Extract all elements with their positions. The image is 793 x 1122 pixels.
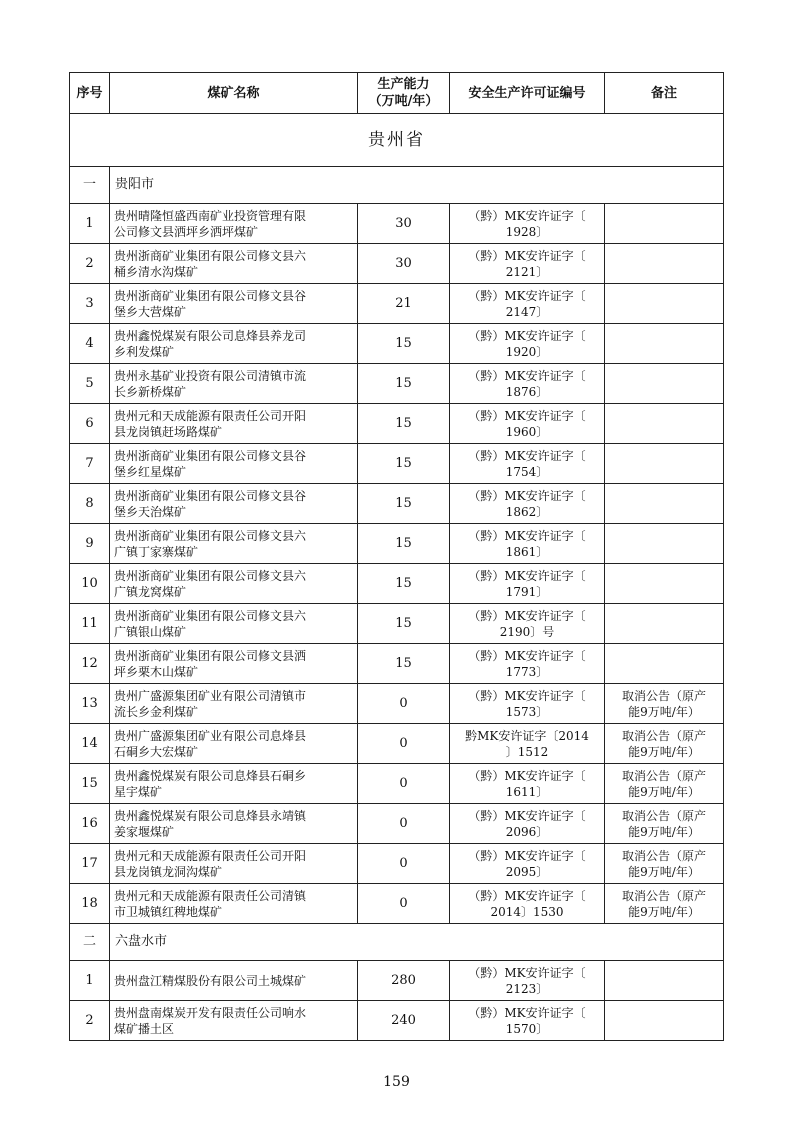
- row-number: 10: [70, 564, 110, 604]
- mine-name-line: 长乡新桥煤矿: [114, 384, 187, 399]
- section-number: 一: [70, 167, 110, 204]
- capacity-value: 0: [358, 724, 450, 764]
- table-row: [70, 484, 724, 524]
- license-line: （黔）MK安许证字〔: [468, 528, 586, 543]
- mine-name: [110, 324, 358, 364]
- mine-name-line: 县龙岗镇赶场路煤矿: [114, 424, 223, 439]
- mine-name-line: 贵州元和天成能源有限责任公司开阳: [114, 408, 307, 423]
- license-line: （黔）MK安许证字〔: [468, 688, 586, 703]
- mine-name-line: 广镇龙窝煤矿: [114, 584, 187, 599]
- row-number: 12: [70, 644, 110, 684]
- row-number: 1: [70, 961, 110, 1001]
- capacity-value: 21: [358, 284, 450, 324]
- license-line: （黔）MK安许证字〔: [468, 608, 586, 623]
- license-line: （黔）MK安许证字〔: [468, 768, 586, 783]
- header-capacity-line1: 生产能力: [377, 77, 430, 92]
- table-row: [70, 204, 724, 244]
- license-line: （黔）MK安许证字〔: [468, 965, 586, 980]
- mine-name: [110, 764, 358, 804]
- section-city: 六盘水市: [110, 924, 724, 961]
- license-line: 1773〕: [505, 664, 549, 679]
- license-line: 1791〕: [505, 584, 549, 599]
- license-number: [450, 1001, 605, 1041]
- license-number: [450, 644, 605, 684]
- license-line: （黔）MK安许证字〔: [468, 648, 586, 663]
- mine-name: [110, 364, 358, 404]
- license-line: 1611〕: [505, 784, 549, 799]
- remark-line: 取消公告（原产: [621, 848, 706, 863]
- remark: [605, 204, 724, 244]
- license-line: 黔MK安许证字〔2014: [465, 728, 589, 743]
- mine-name-line: 堡乡大营煤矿: [114, 304, 187, 319]
- capacity-value: 30: [358, 244, 450, 284]
- mine-name-line: 贵州广盛源集团矿业有限公司清镇市: [114, 688, 307, 703]
- mine-name: [110, 484, 358, 524]
- remark: [605, 444, 724, 484]
- mine-name: [110, 1001, 358, 1041]
- row-number: 15: [70, 764, 110, 804]
- license-line: 1960〕: [505, 424, 549, 439]
- row-number: 11: [70, 604, 110, 644]
- license-line: 1861〕: [505, 544, 549, 559]
- license-line: （黔）MK安许证字〔: [468, 248, 586, 263]
- table-row: [70, 684, 724, 724]
- mine-name-line: 贵州永基矿业投资有限公司清镇市流: [114, 368, 307, 383]
- mine-name-line: 贵州浙商矿业集团有限公司修文县洒: [114, 648, 307, 663]
- license-line: （黔）MK安许证字〔: [468, 568, 586, 583]
- license-line: 1876〕: [505, 384, 549, 399]
- city-section-row: [70, 167, 724, 204]
- mine-name: [110, 564, 358, 604]
- mine-name-line: 流长乡金利煤矿: [114, 704, 199, 719]
- mine-name-line: 公司修文县洒坪乡洒坪煤矿: [114, 224, 259, 239]
- license-number: [450, 844, 605, 884]
- capacity-value: 15: [358, 524, 450, 564]
- mine-name-line: 贵州浙商矿业集团有限公司修文县六: [114, 568, 307, 583]
- mine-name: [110, 524, 358, 564]
- mine-name-line: 贵州盘南煤炭开发有限责任公司响水: [114, 1005, 307, 1020]
- mine-name-line: 姜家堰煤矿: [114, 824, 175, 839]
- row-number: 17: [70, 844, 110, 884]
- mine-name: [110, 644, 358, 684]
- license-number: [450, 324, 605, 364]
- table-row: [70, 244, 724, 284]
- mine-name-line: 广镇银山煤矿: [114, 624, 187, 639]
- table-row: [70, 961, 724, 1001]
- remark-line: 能9万吨/年）: [628, 904, 700, 919]
- section-city: 贵阳市: [110, 167, 724, 204]
- license-line: （黔）MK安许证字〔: [468, 208, 586, 223]
- row-number: 14: [70, 724, 110, 764]
- table-row: [70, 844, 724, 884]
- license-line: （黔）MK安许证字〔: [468, 1005, 586, 1020]
- license-number: [450, 364, 605, 404]
- capacity-value: 15: [358, 404, 450, 444]
- license-number: [450, 204, 605, 244]
- mine-name-line: 贵州元和天成能源有限责任公司清镇: [114, 888, 307, 903]
- license-line: （黔）MK安许证字〔: [468, 888, 586, 903]
- license-line: （黔）MK安许证字〔: [468, 808, 586, 823]
- mine-name-line: 堡乡天治煤矿: [114, 504, 187, 519]
- table-header-row: [70, 73, 724, 114]
- row-number: 13: [70, 684, 110, 724]
- license-number: [450, 564, 605, 604]
- remark-line: 能9万吨/年）: [628, 864, 700, 879]
- row-number: 18: [70, 884, 110, 924]
- license-line: 1573〕: [505, 704, 549, 719]
- license-number: [450, 764, 605, 804]
- license-line: （黔）MK安许证字〔: [468, 368, 586, 383]
- table-row: [70, 364, 724, 404]
- table-row: [70, 764, 724, 804]
- license-line: 2147〕: [505, 304, 549, 319]
- mine-name-line: 贵州鑫悦煤炭有限公司息烽县石硐乡: [114, 768, 307, 783]
- mine-name-line: 贵州浙商矿业集团有限公司修文县六: [114, 248, 307, 263]
- license-line: 〕1512: [505, 744, 549, 759]
- table-row: [70, 804, 724, 844]
- license-line: 1754〕: [505, 464, 549, 479]
- license-line: 2121〕: [505, 264, 549, 279]
- capacity-value: 0: [358, 844, 450, 884]
- remark: [605, 804, 724, 844]
- license-line: 2123〕: [505, 981, 549, 996]
- license-line: 1928〕: [505, 224, 549, 239]
- remark-line: 能9万吨/年）: [628, 704, 700, 719]
- mine-name: [110, 284, 358, 324]
- table-row: [70, 524, 724, 564]
- mine-name-line: 石硐乡大宏煤矿: [114, 744, 199, 759]
- remark-line: 取消公告（原产: [621, 768, 706, 783]
- row-number: 4: [70, 324, 110, 364]
- capacity-value: 15: [358, 444, 450, 484]
- header-license: 安全生产许可证编号: [450, 73, 605, 114]
- remark-line: 能9万吨/年）: [628, 824, 700, 839]
- header-note: 备注: [605, 73, 724, 114]
- capacity-value: 240: [358, 1001, 450, 1041]
- row-number: 8: [70, 484, 110, 524]
- license-number: [450, 244, 605, 284]
- capacity-value: 0: [358, 684, 450, 724]
- mine-name: [110, 884, 358, 924]
- mine-name: [110, 804, 358, 844]
- remark: [605, 684, 724, 724]
- row-number: 9: [70, 524, 110, 564]
- capacity-value: 0: [358, 884, 450, 924]
- license-line: （黔）MK安许证字〔: [468, 488, 586, 503]
- mine-name: [110, 724, 358, 764]
- header-capacity: [358, 73, 450, 114]
- remark: [605, 244, 724, 284]
- row-number: 3: [70, 284, 110, 324]
- license-number: [450, 524, 605, 564]
- mine-name: [110, 444, 358, 484]
- section-number: 二: [70, 924, 110, 961]
- mine-name-line: 广镇丁家寨煤矿: [114, 544, 199, 559]
- remark: [605, 404, 724, 444]
- province-title: 贵州省: [70, 114, 724, 167]
- license-number: [450, 484, 605, 524]
- row-number: 2: [70, 244, 110, 284]
- mine-name-line: 贵州浙商矿业集团有限公司修文县谷: [114, 288, 307, 303]
- license-line: （黔）MK安许证字〔: [468, 288, 586, 303]
- remark: [605, 564, 724, 604]
- capacity-value: 15: [358, 604, 450, 644]
- license-number: [450, 444, 605, 484]
- remark-line: 取消公告（原产: [621, 688, 706, 703]
- mine-name-line: 桶乡清水沟煤矿: [114, 264, 199, 279]
- page-number: 159: [383, 1074, 410, 1090]
- mine-name-line: 贵州晴隆恒盛西南矿业投资管理有限: [114, 208, 307, 223]
- header-capacity-line2: （万吨/年）: [368, 94, 439, 109]
- province-row: [70, 114, 724, 167]
- license-line: （黔）MK安许证字〔: [468, 328, 586, 343]
- remark: [605, 364, 724, 404]
- capacity-value: 15: [358, 644, 450, 684]
- remark: [605, 844, 724, 884]
- mine-name: [110, 844, 358, 884]
- row-number: 16: [70, 804, 110, 844]
- header-name: 煤矿名称: [110, 73, 358, 114]
- table-row: [70, 724, 724, 764]
- remark: [605, 604, 724, 644]
- mine-name-line: 煤矿播土区: [114, 1021, 175, 1036]
- row-number: 1: [70, 204, 110, 244]
- license-line: （黔）MK安许证字〔: [468, 408, 586, 423]
- license-line: （黔）MK安许证字〔: [468, 848, 586, 863]
- mine-name-line: 贵州盘江精煤股份有限公司土城煤矿: [114, 973, 307, 988]
- remark: [605, 524, 724, 564]
- header-no: 序号: [70, 73, 110, 114]
- remark: [605, 961, 724, 1001]
- table-row: [70, 444, 724, 484]
- remark-line: 取消公告（原产: [621, 888, 706, 903]
- table-row: [70, 564, 724, 604]
- license-line: 2095〕: [505, 864, 549, 879]
- remark-line: 取消公告（原产: [621, 808, 706, 823]
- license-number: [450, 804, 605, 844]
- license-line: （黔）MK安许证字〔: [468, 448, 586, 463]
- mine-name: [110, 604, 358, 644]
- mine-name: [110, 404, 358, 444]
- coal-mine-table: [69, 72, 724, 1041]
- license-number: [450, 724, 605, 764]
- capacity-value: 15: [358, 364, 450, 404]
- remark: [605, 284, 724, 324]
- capacity-value: 15: [358, 484, 450, 524]
- license-line: 1920〕: [505, 344, 549, 359]
- capacity-value: 30: [358, 204, 450, 244]
- mine-name-line: 星宇煤矿: [114, 784, 163, 799]
- capacity-value: 15: [358, 324, 450, 364]
- license-number: [450, 961, 605, 1001]
- table-row: [70, 644, 724, 684]
- mine-name-line: 市卫城镇红稗地煤矿: [114, 904, 223, 919]
- license-line: 2190〕号: [499, 624, 555, 639]
- table-body: [70, 114, 724, 1041]
- mine-name: [110, 684, 358, 724]
- license-number: [450, 404, 605, 444]
- mine-name-line: 贵州浙商矿业集团有限公司修文县六: [114, 608, 307, 623]
- remark-line: 能9万吨/年）: [628, 744, 700, 759]
- remark: [605, 724, 724, 764]
- mine-name: [110, 244, 358, 284]
- remark: [605, 884, 724, 924]
- capacity-value: 0: [358, 804, 450, 844]
- license-line: 2014〕1530: [490, 904, 564, 919]
- remark-line: 取消公告（原产: [621, 728, 706, 743]
- mine-name-line: 贵州广盛源集团矿业有限公司息烽县: [114, 728, 307, 743]
- remark: [605, 1001, 724, 1041]
- mine-name-line: 坪乡栗木山煤矿: [114, 664, 199, 679]
- remark: [605, 644, 724, 684]
- license-line: 1862〕: [505, 504, 549, 519]
- license-number: [450, 884, 605, 924]
- mine-name-line: 贵州浙商矿业集团有限公司修文县六: [114, 528, 307, 543]
- table-row: [70, 404, 724, 444]
- mine-name-line: 县龙岗镇龙洞沟煤矿: [114, 864, 223, 879]
- capacity-value: 0: [358, 764, 450, 804]
- table-row: [70, 884, 724, 924]
- mine-name-line: 贵州浙商矿业集团有限公司修文县谷: [114, 488, 307, 503]
- city-section-row: [70, 924, 724, 961]
- mine-name: [110, 204, 358, 244]
- mine-name-line: 乡利发煤矿: [114, 344, 175, 359]
- row-number: 7: [70, 444, 110, 484]
- row-number: 6: [70, 404, 110, 444]
- remark: [605, 764, 724, 804]
- license-number: [450, 684, 605, 724]
- remark-line: 能9万吨/年）: [628, 784, 700, 799]
- mine-name-line: 贵州元和天成能源有限责任公司开阳: [114, 848, 307, 863]
- remark: [605, 324, 724, 364]
- remark: [605, 484, 724, 524]
- mine-name: [110, 961, 358, 1001]
- license-number: [450, 284, 605, 324]
- capacity-value: 280: [358, 961, 450, 1001]
- table-row: [70, 284, 724, 324]
- table-row: [70, 604, 724, 644]
- capacity-value: 15: [358, 564, 450, 604]
- license-line: 2096〕: [505, 824, 549, 839]
- mine-name-line: 堡乡红星煤矿: [114, 464, 187, 479]
- mine-name-line: 贵州浙商矿业集团有限公司修文县谷: [114, 448, 307, 463]
- row-number: 2: [70, 1001, 110, 1041]
- row-number: 5: [70, 364, 110, 404]
- table-row: [70, 1001, 724, 1041]
- mine-name-line: 贵州鑫悦煤炭有限公司息烽县养龙司: [114, 328, 307, 343]
- table-row: [70, 324, 724, 364]
- license-number: [450, 604, 605, 644]
- mine-name-line: 贵州鑫悦煤炭有限公司息烽县永靖镇: [114, 808, 307, 823]
- license-line: 1570〕: [505, 1021, 549, 1036]
